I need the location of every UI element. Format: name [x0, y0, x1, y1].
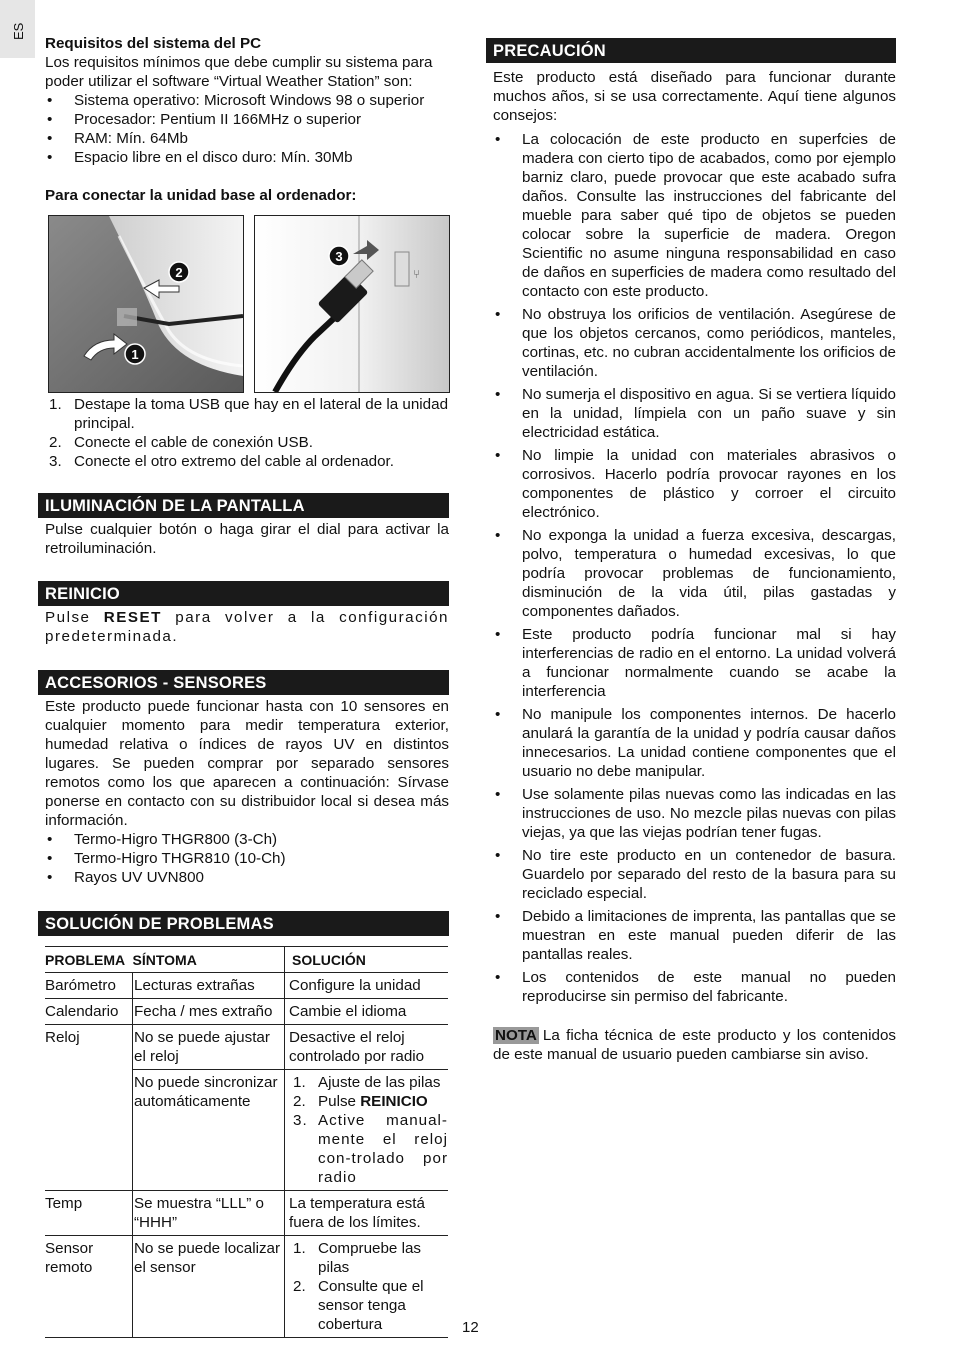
callout-1: 1 [131, 347, 139, 362]
section-heading-reinicio: REINICIO [38, 581, 449, 606]
table-row: Sensor remoto No se puede localizar el sensor 1. Compruebe las pilas 2. Consulte que el sensor tenga cobertura [45, 1236, 448, 1338]
nota-label: NOTA [495, 1027, 537, 1044]
list-item: • No limpie la unidad con materiales abrasivos o corrosivos. Hacerlo podría provocar rayones en los componentes de plástico y corroer el circuito electrónico. [493, 446, 896, 522]
nota-paragraph: NOTA La ficha técnica de este producto y los contenidos de este manual de usuario pueden cambiarse sin aviso. [493, 1027, 896, 1063]
page-number: 12 [462, 1319, 479, 1336]
language-code: ES [11, 22, 26, 40]
table-row: Reloj No se puede ajustar el reloj Desactive el reloj controlado por radio [45, 1025, 448, 1070]
usb-computer-photo [254, 215, 450, 393]
connect-title: Para conectar la unidad base al ordenador: [45, 187, 357, 204]
precaution-list [493, 130, 896, 1006]
column-header: SÍNTOMA [133, 947, 285, 973]
usb-connection-figures [45, 215, 449, 395]
column-header: PROBLEMA [45, 947, 133, 973]
list-item: • Use solamente pilas nuevas como las indicadas en las instrucciones de uso. No mezcle pilas nuevas con pilas viejas, ya que las viejas podrían tener fugas. [493, 785, 896, 842]
list-item: • Espacio libre en el disco duro: Mín. 30Mb [45, 148, 449, 167]
list-item: • No exponga la unidad a fuerza excesiva, descargas, polvo, temperatura o humedad excesivas, lo que podría provocar problemas de funcionamiento, disminución de la vida útil, pilas gastadas y componentes dañados. [493, 526, 896, 621]
solution-steps [289, 1073, 448, 1187]
section-heading-accesorios: ACCESORIOS - SENSORES [38, 670, 449, 695]
list-item: 2. Pulse REINICIO [293, 1093, 428, 1110]
right-column [493, 34, 896, 1064]
iluminacion-text: Pulse cualquier botón o haga girar el dial para activar la retroiluminación. [45, 521, 449, 557]
pc-requirements-list [45, 91, 449, 167]
reinicio-text: Pulse RESET para volver a la configuración predeterminada. [45, 609, 449, 645]
list-item: • Sistema operativo: Microsoft Windows 98 o superior [45, 91, 449, 110]
pc-requirements-intro: Los requisitos mínimos que debe cumplir su sistema para poder utilizar el software “Virtual Weather Station” son: [45, 54, 433, 90]
solution-steps [289, 1239, 448, 1334]
table-row: No puede sincronizar automáticamente 1. Ajuste de las pilas 2. Pulse REINICIO 3. Active manual-mente el reloj con-trolado por radio [45, 1070, 448, 1191]
list-item: • Este producto podría funcionar mal si hay interferencias de radio en el entorno. La unidad volverá a funcionar normalmente cuando se acabe la interferencia [493, 625, 896, 701]
list-item: 1. Ajuste de las pilas [293, 1074, 441, 1091]
list-item: • No sumerja el dispositivo en agua. Si se vertiera líquido en la unidad, límpiela con un paño suave y sin electricidad estática. [493, 385, 896, 442]
left-column [45, 34, 449, 1338]
list-item: • Termo-Higro THGR800 (3-Ch) [45, 830, 449, 849]
list-item: 1. Compruebe las pilas [293, 1240, 421, 1276]
section-heading-precaucion: PRECAUCIÓN [486, 38, 896, 63]
list-item: • Los contenidos de este manual no pueden reproducirse sin permiso del fabricante. [493, 968, 896, 1006]
list-item: • Rayos UV UVN800 [45, 868, 449, 887]
list-item: 3. Active manual-mente el reloj con-trolado por radio [293, 1112, 448, 1186]
table-header-row [45, 947, 448, 973]
list-item: 3. Conecte el otro extremo del cable al ordenador. [49, 453, 394, 470]
accesorios-text: Este producto puede funcionar hasta con 10 sensores en cualquier momento para medir temperatura exterior, humedad relativa o índices de rayos UV en distintos lugares. Se pueden comprar por separado sensores remotos como los que aparecen a continuación: Sírvase ponerse en contacto con su distribuidor local si desea más información. [45, 698, 449, 829]
usb-port-photo [48, 215, 244, 393]
connect-steps [45, 395, 449, 471]
list-item: 2. Conecte el cable de conexión USB. [49, 434, 313, 451]
precaucion-intro: Este producto está diseñado para funcionar durante muchos años, si se usa correctamente. Aquí tiene algunos consejos: [493, 69, 896, 124]
sensor-list [45, 830, 449, 887]
troubleshooting-table [45, 946, 448, 1338]
table-row: Barómetro Lecturas extrañas Configure la unidad [45, 973, 448, 999]
list-item: • No tire este producto en un contenedor de basura. Guardelo por separado del resto de la basura para su reciclado especial. [493, 846, 896, 903]
language-tab [0, 0, 35, 58]
list-item: 1. Destape la toma USB que hay en el lateral de la unidad principal. [49, 396, 449, 432]
callout-3: 3 [335, 249, 343, 264]
list-item: • No manipule los componentes internos. De hacerlo anulará la garantía de la unidad y podría causar daños innecesarios. La unidad contiene componentes que el usuario no debe manipular. [493, 705, 896, 781]
callout-2: 2 [175, 265, 183, 280]
list-item: 2. Consulte que el sensor tenga cobertura [293, 1278, 424, 1333]
list-item: • Debido a limitaciones de imprenta, las pantallas que se muestran en este manual pueden diferir de las pantallas reales. [493, 907, 896, 964]
pc-requirements-title: Requisitos del sistema del PC [45, 35, 262, 52]
svg-text:⑂: ⑂ [413, 267, 421, 281]
table-row: Calendario Fecha / mes extraño Cambie el idioma [45, 999, 448, 1025]
list-item: • No obstruya los orificios de ventilación. Asegúrese de que los objetos cercanos, como periódicos, manteles, cortinas, etc. no cubran accidentalmente los orificios de ventilación. [493, 305, 896, 381]
reset-key-label: RESET [103, 609, 162, 626]
table-row: Temp Se muestra “LLL” o “HHH” La temperatura está fuera de los límites. [45, 1191, 448, 1236]
list-item: • La colocación de este producto en superfcies de madera con cierto tipo de acabados, como por ejemplo barniz claro, puede provocar que este acabado sufra daños. Consulte las instrucciones del fabricante del mueble para saber qué tipo de objetos se pueden colocar sobre la superficie de madera. Oregon Scientific no asume ninguna responsabilidad en caso de daños en superficies de madera como resultado del contacto con este producto. [493, 130, 896, 301]
list-item: • RAM: Mín. 64Mb [45, 129, 449, 148]
section-heading-solucion: SOLUCIÓN DE PROBLEMAS [38, 911, 449, 936]
section-heading-iluminacion: ILUMINACIÓN DE LA PANTALLA [38, 493, 449, 518]
list-item: • Procesador: Pentium II 166MHz o superior [45, 110, 449, 129]
column-header: SOLUCIÓN [285, 947, 449, 973]
list-item: • Termo-Higro THGR810 (10-Ch) [45, 849, 449, 868]
